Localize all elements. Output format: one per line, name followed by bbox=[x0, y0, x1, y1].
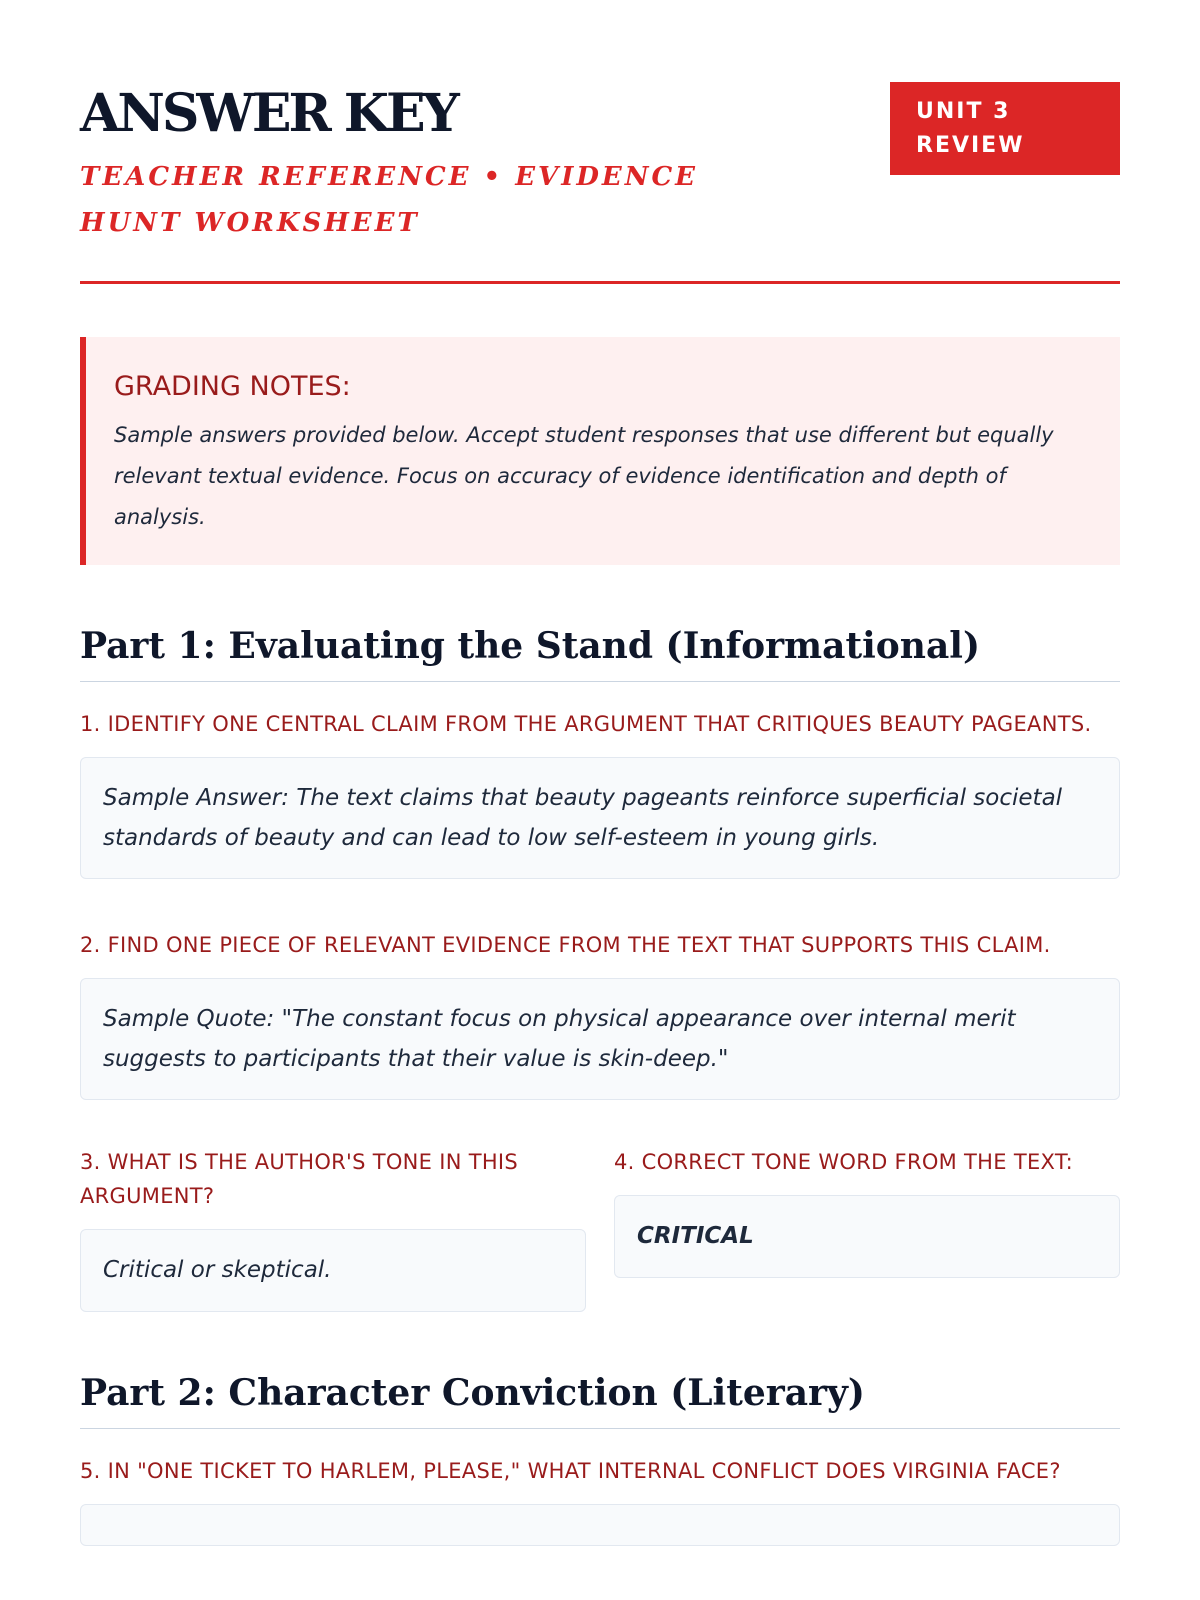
question-4: 4. CORRECT TONE WORD FROM THE TEXT: bbox=[614, 1150, 1074, 1174]
question-4-column bbox=[614, 1145, 1120, 1278]
grading-notes-text: Sample answers provided below. Accept student responses that use different but equally relevant textual evidence. Focus on accuracy of evidence identification and depth of analysis. bbox=[114, 423, 1054, 529]
worksheet-page bbox=[80, 80, 1120, 1546]
grading-notes bbox=[80, 337, 1120, 565]
tone-row bbox=[80, 1145, 1120, 1312]
part-1-section bbox=[80, 621, 1120, 1312]
part-2-section bbox=[80, 1368, 1120, 1546]
part-1-title: Part 1: Evaluating the Stand (Informational) bbox=[80, 621, 1120, 682]
grading-notes-title: GRADING NOTES: bbox=[114, 371, 351, 402]
answer-4: CRITICAL bbox=[614, 1195, 1120, 1278]
page-subtitle: TEACHER REFERENCE • EVIDENCE HUNT WORKSHEET bbox=[80, 162, 698, 238]
question-1: 1. IDENTIFY ONE CENTRAL CLAIM FROM THE ARGUMENT THAT CRITIQUES BEAUTY PAGEANTS. bbox=[80, 712, 1092, 736]
header bbox=[80, 82, 1120, 284]
page-title: ANSWER KEY bbox=[80, 83, 457, 144]
question-2: 2. FIND ONE PIECE OF RELEVANT EVIDENCE FROM THE TEXT THAT SUPPORTS THIS CLAIM. bbox=[80, 933, 1051, 957]
question-3-column bbox=[80, 1145, 586, 1312]
answer-5 bbox=[80, 1504, 1120, 1546]
answer-2: Sample Quote: "The constant focus on physical appearance over internal merit suggests to participants that their value is skin-deep." bbox=[80, 978, 1120, 1100]
answer-1: Sample Answer: The text claims that beauty pageants reinforce superficial societal standards of beauty and can lead to low self-esteem in young girls. bbox=[80, 757, 1120, 879]
answer-3: Critical or skeptical. bbox=[80, 1229, 586, 1312]
question-3: 3. WHAT IS THE AUTHOR'S TONE IN THIS ARGUMENT? bbox=[80, 1150, 519, 1208]
question-5: 5. IN "ONE TICKET TO HARLEM, PLEASE," WHAT INTERNAL CONFLICT DOES VIRGINIA FACE? bbox=[80, 1459, 1061, 1483]
unit-badge: UNIT 3 REVIEW bbox=[890, 82, 1120, 175]
part-2-title: Part 2: Character Conviction (Literary) bbox=[80, 1368, 1120, 1429]
